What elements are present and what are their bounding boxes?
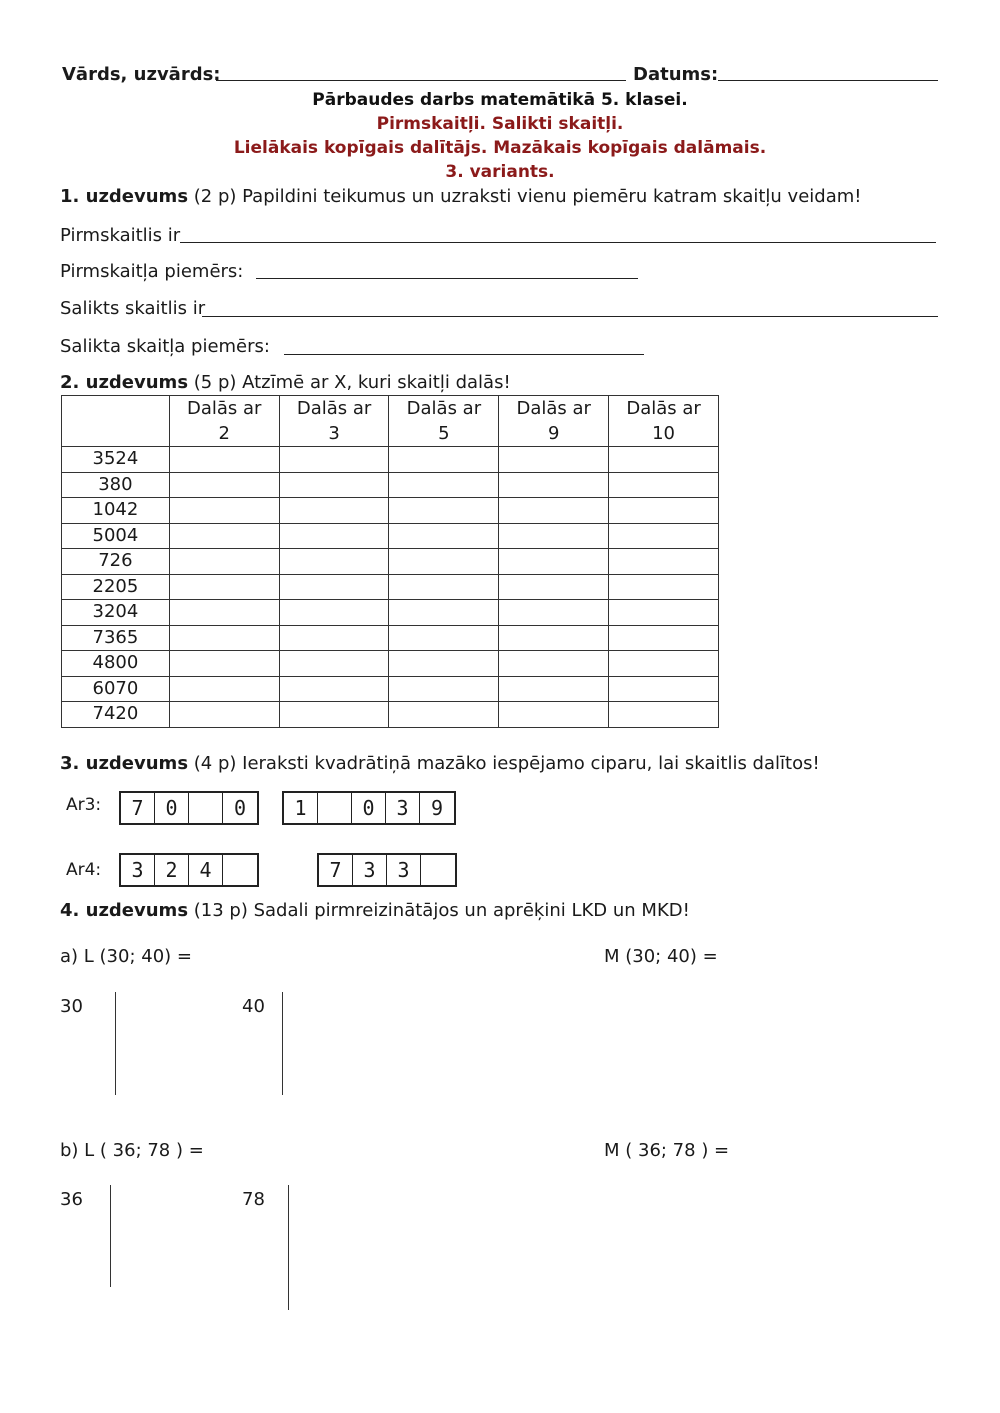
digit-cell: 4 [189, 855, 223, 885]
page-title: Pārbaudes darbs matemātikā 5. klasei. [312, 90, 688, 110]
answer-cell[interactable] [499, 625, 609, 651]
answer-cell[interactable] [609, 523, 719, 549]
task4a-gcd: a) L (30; 40) = [60, 946, 192, 967]
answer-cell[interactable] [389, 523, 499, 549]
task4a-divider-2 [282, 992, 283, 1095]
task4b-divider-1 [110, 1185, 111, 1287]
row-number: 3524 [62, 447, 170, 473]
answer-cell[interactable] [389, 574, 499, 600]
task1-line1-label: Pirmskaitlis ir [60, 225, 181, 246]
task1-line4-label: Salikta skaitļa piemērs: [60, 336, 270, 357]
task1-line2-field[interactable] [256, 278, 638, 279]
ar4-label: Ar4: [66, 860, 102, 880]
digit-cell: 2 [155, 855, 189, 885]
answer-cell[interactable] [499, 702, 609, 728]
name-field[interactable] [216, 80, 626, 81]
row-number: 1042 [62, 498, 170, 524]
task4b-number-1: 36 [60, 1189, 83, 1210]
subtitle-1: Pirmskaitļi. Salikti skaitļi. [376, 114, 624, 134]
answer-cell[interactable] [169, 625, 279, 651]
task1-line2-label: Pirmskaitļa piemērs: [60, 261, 244, 282]
answer-cell[interactable] [279, 498, 389, 524]
answer-cell[interactable] [389, 447, 499, 473]
task4a-lcm: M (30; 40) = [604, 946, 718, 967]
ar3-number-b [282, 791, 456, 825]
answer-cell[interactable] [169, 472, 279, 498]
header-div-3: Dalās ar 3 [279, 396, 389, 447]
digit-cell: 3 [121, 855, 155, 885]
table-row [62, 676, 719, 702]
divisibility-table [61, 395, 719, 728]
digit-blank[interactable] [223, 855, 257, 885]
table-row [62, 523, 719, 549]
row-number: 7420 [62, 702, 170, 728]
answer-cell[interactable] [169, 447, 279, 473]
name-label: Vārds, uzvārds: [62, 64, 221, 85]
answer-cell[interactable] [609, 447, 719, 473]
row-number: 4800 [62, 651, 170, 677]
digit-cell: 0 [352, 793, 386, 823]
answer-cell[interactable] [279, 523, 389, 549]
digit-blank[interactable] [318, 793, 352, 823]
answer-cell[interactable] [389, 472, 499, 498]
table-row [62, 498, 719, 524]
answer-cell[interactable] [499, 472, 609, 498]
answer-cell[interactable] [499, 498, 609, 524]
task1-text: (2 p) Papildini teikumus un uzraksti vienu piemēru katram skaitļu veidam! [193, 186, 862, 207]
answer-cell[interactable] [609, 574, 719, 600]
table-row [62, 702, 719, 728]
answer-cell[interactable] [169, 549, 279, 575]
table-row [62, 625, 719, 651]
header-div-2: Dalās ar 2 [169, 396, 279, 447]
row-number: 3204 [62, 600, 170, 626]
answer-cell[interactable] [279, 676, 389, 702]
answer-cell[interactable] [609, 498, 719, 524]
answer-cell[interactable] [169, 600, 279, 626]
task4-number: 4. uzdevums [60, 900, 189, 921]
digit-blank[interactable] [189, 793, 223, 823]
ar3-number-a [119, 791, 259, 825]
task2-text: (5 p) Atzīmē ar X, kuri skaitļi dalās! [193, 372, 511, 393]
digit-cell: 3 [386, 793, 420, 823]
header-div-9: Dalās ar 9 [499, 396, 609, 447]
task2-number: 2. uzdevums [60, 372, 189, 393]
task4a-number-2: 40 [242, 996, 265, 1017]
row-number: 7365 [62, 625, 170, 651]
task4a-number-1: 30 [60, 996, 83, 1017]
subtitle-2: Lielākais kopīgais dalītājs. Mazākais kopīgais dalāmais. [233, 138, 767, 158]
task1-line4-field[interactable] [284, 354, 644, 355]
ar4-number-b [317, 853, 457, 887]
row-number: 5004 [62, 523, 170, 549]
ar4-number-a [119, 853, 259, 887]
task2-heading [60, 372, 511, 393]
ar3-label: Ar3: [66, 795, 102, 815]
answer-cell[interactable] [389, 600, 499, 626]
answer-cell[interactable] [169, 676, 279, 702]
date-label: Datums: [633, 64, 719, 85]
header-div-10: Dalās ar 10 [609, 396, 719, 447]
digit-cell: 9 [430, 796, 444, 820]
task3-number: 3. uzdevums [60, 753, 189, 774]
answer-cell[interactable] [609, 549, 719, 575]
answer-cell[interactable] [609, 702, 719, 728]
answer-cell[interactable] [279, 625, 389, 651]
answer-cell[interactable] [389, 498, 499, 524]
answer-cell[interactable] [169, 574, 279, 600]
task1-line3-label: Salikts skaitlis ir [60, 298, 206, 319]
row-number: 380 [62, 472, 170, 498]
answer-cell[interactable] [499, 523, 609, 549]
answer-cell[interactable] [609, 676, 719, 702]
row-number: 726 [62, 549, 170, 575]
digit-cell: 0 [155, 793, 189, 823]
task4b-number-2: 78 [242, 1189, 265, 1210]
task1-number: 1. uzdevums [60, 186, 189, 207]
answer-cell[interactable] [499, 574, 609, 600]
task3-text: (4 p) Ieraksti kvadrātiņā mazāko iespējamo ciparu, lai skaitlis dalītos! [193, 753, 820, 774]
answer-cell[interactable] [609, 472, 719, 498]
answer-cell[interactable] [389, 651, 499, 677]
task4-text: (13 p) Sadali pirmreizinātājos un aprēķini LKD un MKD! [193, 900, 690, 921]
table-row [62, 651, 719, 677]
answer-cell[interactable] [499, 676, 609, 702]
row-number: 2205 [62, 574, 170, 600]
table-row [62, 574, 719, 600]
digit-cell: 0 [233, 796, 247, 820]
answer-cell[interactable] [499, 651, 609, 677]
table-row [62, 549, 719, 575]
answer-cell[interactable] [279, 447, 389, 473]
answer-cell[interactable] [389, 676, 499, 702]
answer-cell[interactable] [169, 702, 279, 728]
digit-cell: 7 [319, 855, 353, 885]
answer-cell[interactable] [389, 702, 499, 728]
task1-line1-field[interactable] [180, 242, 936, 243]
digit-cell: 7 [121, 793, 155, 823]
task4a-divider-1 [115, 992, 116, 1095]
task4b-divider-2 [288, 1185, 289, 1310]
table-corner [62, 396, 170, 447]
answer-cell[interactable] [279, 574, 389, 600]
task1-line3-field[interactable] [202, 316, 938, 317]
digit-cell: 3 [387, 855, 421, 885]
answer-cell[interactable] [279, 549, 389, 575]
answer-cell[interactable] [279, 600, 389, 626]
answer-cell[interactable] [389, 625, 499, 651]
digit-cell: 3 [353, 855, 387, 885]
table-row [62, 600, 719, 626]
answer-cell[interactable] [279, 702, 389, 728]
table-row [62, 472, 719, 498]
digit-cell: 1 [284, 793, 318, 823]
header-div-5: Dalās ar 5 [389, 396, 499, 447]
date-field[interactable] [718, 80, 938, 81]
digit-blank[interactable] [421, 855, 455, 885]
answer-cell[interactable] [609, 625, 719, 651]
task4-heading [60, 900, 690, 921]
answer-cell[interactable] [169, 498, 279, 524]
variant-label: 3. variants. [445, 162, 555, 182]
task3-heading [60, 753, 820, 774]
table-row [62, 447, 719, 473]
answer-cell[interactable] [169, 651, 279, 677]
answer-cell[interactable] [279, 472, 389, 498]
answer-cell[interactable] [169, 523, 279, 549]
answer-cell[interactable] [609, 600, 719, 626]
answer-cell[interactable] [499, 447, 609, 473]
answer-cell[interactable] [389, 549, 499, 575]
answer-cell[interactable] [279, 651, 389, 677]
row-number: 6070 [62, 676, 170, 702]
task4b-lcm: M ( 36; 78 ) = [604, 1140, 730, 1161]
answer-cell[interactable] [499, 600, 609, 626]
answer-cell[interactable] [499, 549, 609, 575]
task1-heading [60, 186, 861, 207]
answer-cell[interactable] [609, 651, 719, 677]
task4b-gcd: b) L ( 36; 78 ) = [60, 1140, 204, 1161]
